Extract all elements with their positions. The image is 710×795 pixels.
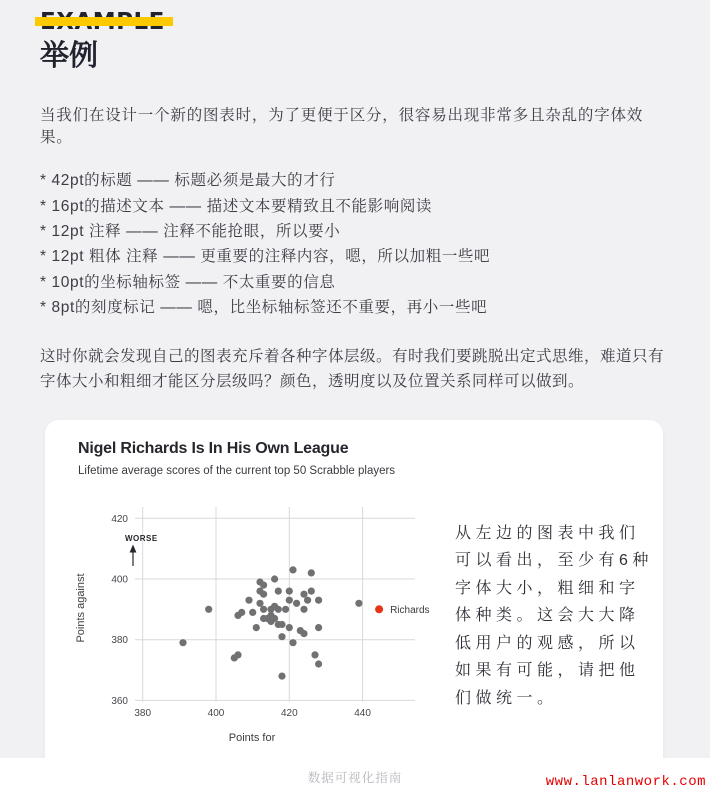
eyebrow [40, 8, 165, 37]
scatter-plot [70, 500, 445, 750]
data-point [286, 587, 293, 594]
data-point [179, 639, 186, 646]
yellow-strike-bar [35, 17, 173, 26]
data-point [278, 620, 285, 627]
data-point [282, 605, 289, 612]
intro-paragraph: 当我们在设计一个新的图表时，为了更便于区分，很容易出现非常多且杂乱的字体效果。 [40, 107, 644, 147]
y-tick-label: 380 [111, 634, 128, 646]
data-point [238, 608, 245, 615]
closing-paragraph: 这时你就会发现自己的图表充斥着各种字体层级。有时我们要跳脱出定式思维，难道只有字体大小和粗细才能区分层级吗？颜色，透明度以及位置关系同样可以做到。 [40, 347, 665, 390]
data-point [286, 624, 293, 631]
page-title: 举例 [40, 37, 99, 72]
data-point [260, 590, 267, 597]
data-point [315, 624, 322, 631]
footer-caption: 数据可视化指南 [307, 771, 403, 785]
data-point [289, 639, 296, 646]
list-item: * 8pt的刻度标记 —— 嗯，比坐标轴标签还不重要，再小一些吧 [40, 299, 488, 317]
x-tick-label: 400 [207, 707, 225, 719]
data-point [234, 651, 241, 658]
data-point [249, 608, 256, 615]
data-point [315, 660, 322, 667]
data-point [271, 575, 278, 582]
data-point [245, 596, 252, 603]
worse-annotation: WORSE [125, 533, 158, 543]
richards-label: Richards [390, 604, 430, 616]
chart-subtitle: Lifetime average scores of the current top 50 Scrabble players [78, 464, 396, 477]
richards-point [375, 605, 383, 613]
data-point [275, 587, 282, 594]
data-point [289, 566, 296, 573]
list-item: * 12pt 注释 —— 注释不能抢眼，所以要小 [40, 222, 341, 240]
y-tick-label: 420 [111, 513, 128, 525]
x-axis-label: Points for [228, 731, 276, 744]
data-point [300, 590, 307, 597]
font-size-list [40, 168, 670, 320]
data-point [286, 596, 293, 603]
data-point [278, 672, 285, 679]
data-point [355, 599, 362, 606]
up-arrow-icon [130, 544, 137, 552]
chart-note: 从左边的图表中我们可以看出，至少有6种字体大小，粗细和字体种类。这会大大降低用户的观感，所以如果有可能，请把他们做统一。 [455, 524, 653, 707]
data-point [300, 630, 307, 637]
data-point [315, 596, 322, 603]
chart-card [45, 420, 663, 785]
y-tick-label: 360 [111, 695, 128, 707]
data-point [260, 581, 267, 588]
list-item: * 12pt 粗体 注释 —— 更重要的注释内容，嗯，所以加粗一些吧 [40, 248, 491, 266]
data-point [205, 605, 212, 612]
data-point [308, 587, 315, 594]
list-item: * 16pt的描述文本 —— 描述文本要精致且不能影响阅读 [40, 197, 433, 215]
x-tick-label: 380 [134, 707, 152, 719]
data-point [304, 596, 311, 603]
list-item: * 10pt的坐标轴标签 —— 不太重要的信息 [40, 273, 336, 291]
data-point [300, 605, 307, 612]
data-point [256, 599, 263, 606]
data-point [260, 605, 267, 612]
data-point [308, 569, 315, 576]
y-tick-label: 400 [111, 574, 128, 586]
data-point [311, 651, 318, 658]
data-point [271, 614, 278, 621]
data-point [278, 633, 285, 640]
x-tick-label: 420 [280, 707, 298, 719]
data-point [293, 599, 300, 606]
chart-title: Nigel Richards Is In His Own League [78, 439, 349, 457]
page-footer [0, 758, 710, 795]
data-point [275, 605, 282, 612]
x-tick-label: 440 [354, 707, 371, 719]
watermark-url: www.lanlanwork.com [545, 774, 706, 790]
data-point [253, 624, 260, 631]
list-item: * 42pt的标题 —— 标题必须是最大的才行 [40, 172, 336, 190]
y-axis-label: Points against [75, 572, 87, 643]
